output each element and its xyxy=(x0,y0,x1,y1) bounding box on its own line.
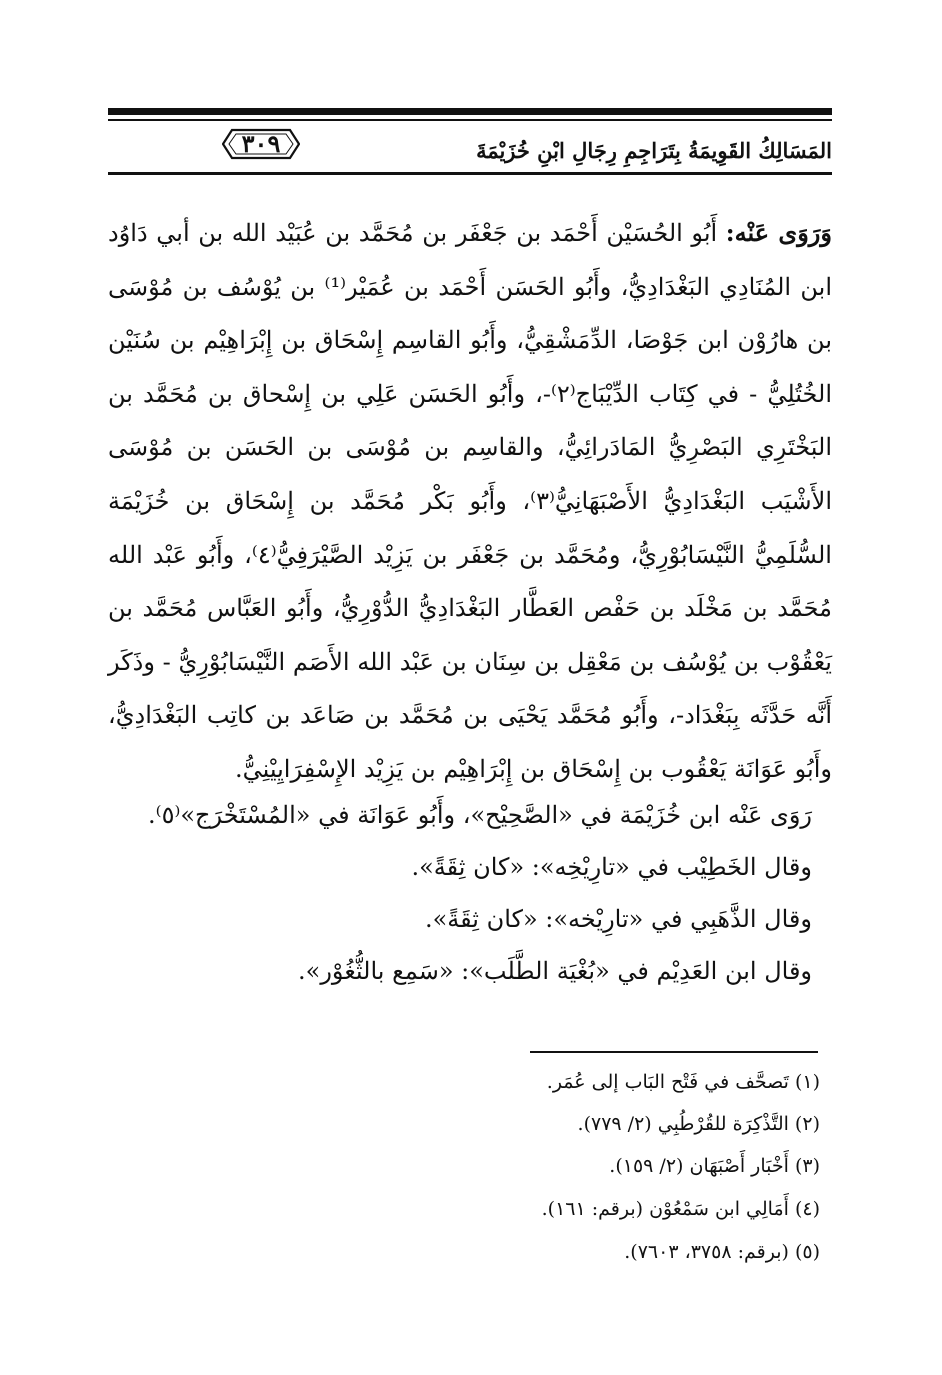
footnote: (٣) أَخْبَار أَصْبَهَان (٢/ ١٥٩). xyxy=(609,1155,820,1177)
footnote: (٤) أَمَالِي ابن سَمْعُوْن (برقم: ١٦١). xyxy=(541,1198,820,1220)
header-rule-bottom xyxy=(108,172,832,175)
body-line: وقال الذَّهَبِي في «تارِيْخه»: «كان ثِقَةً». xyxy=(424,905,812,933)
page-number: ٣٠٩ xyxy=(241,129,281,158)
body-line: وقال الخَطِيْب في «تارِيْخِه»: «كان ثِقَةً». xyxy=(411,853,812,881)
footnote: (١) تَصحَّف في فَتْح البَاب إلى عُمَر. xyxy=(546,1071,820,1093)
header-rule-top xyxy=(108,108,832,115)
narrators-paragraph xyxy=(108,206,832,797)
page-number-ornament xyxy=(222,128,300,160)
footnote: (٢) التَّذْكِرَة للقُرْطُبِي (٢/ ٧٧٩). xyxy=(577,1113,820,1135)
footnote: (٥) (برقم: ٣٧٥٨، ٧٦٠٣). xyxy=(624,1241,820,1263)
narrators-text: أَبُو الحُسَيْن أَحْمَد بن جَعْفَر بن مُحَمَّد بن عُبَيْد الله بن أبي دَاوُد ابن المُنَادِي البَغْدَادِيُّ، وأَبُو الحَسَن أَحْمَد بن عُمَيْر⁽¹⁾ بن يُوْسُف بن مُوْسَى بن هارُوْن ابن جَوْصَا، الدِّمَشْقِيُّ، وأَبُو القاسِم إِسْحَاق بن إِبْرَاهِيْم بن سُنَيْن الخُتُلِيُّ - في كِتَاب الدِّيْبَاج⁽٢⁾-، وأَبُو الحَسَن عَلِي بن إِسْحاق بن مُحَمَّد بن البَخْتَرِي البَصْرِيُّ المَادَرائِيُّ، والقاسِم بن مُوْسَى بن الحَسَن بن مُوْسَى الأَشْيَب البَغْدَادِيُّ الأَصْبَهَانِيُّ⁽٣⁾، وأَبُو بَكْر مُحَمَّد بن إِسْحَاق بن خُزَيْمَة السُّلَمِيُّ النَّيْسَابُوْرِيُّ، ومُحَمَّد بن جَعْفَر بن يَزِيْد الصَّيْرَفِيُّ⁽٤⁾، وأَبُو عَبْد الله مُحَمَّد بن مَخْلَد بن حَفْص العَطَّار البَغْدَادِيُّ الدُّوْرِيُّ، وأَبُو العَبَّاس مُحَمَّد بن يَعْقُوْب بن يُوْسُف بن مَعْقِل بن سِنَان بن عَبْد الله الأَصَم النَّيْسَابُوْرِيُّ - وذَكَر أَنَّه حَدَّثَه بِبَغْدَاد-، وأَبُو مُحَمَّد يَحْيَى بن مُحَمَّد بن صَاعَد بن كاتِب البَغْدَادِيُّ، وأَبُو عَوَانَة يَعْقُوب بن إِسْحَاق بن إِبْرَاهِيْم بن يَزِيْد الإِسْفِرَايِيْنِيُّ. xyxy=(108,219,832,783)
header-rule-thin xyxy=(108,119,832,121)
body-line: رَوَى عَنْه ابن خُزَيْمَة في «الصَّحِيْح»، وأَبُو عَوَانَة في «المُسْتَخْرَج»⁽٥⁾. xyxy=(148,801,812,829)
body-line: وقال ابن العَدِيْم في «بُغْيَة الطَّلَب»: «سَمِع بالثُّغُوْر». xyxy=(298,957,812,985)
narrators-label: وَرَوَى عَنْه: xyxy=(725,218,832,247)
running-title: المَسَالِكُ القَوِيمَةُ بِتَرَاجِمِ رِجَالِ ابْنِ خُزَيْمَةَ xyxy=(476,138,832,163)
footnote-separator xyxy=(530,1051,818,1053)
